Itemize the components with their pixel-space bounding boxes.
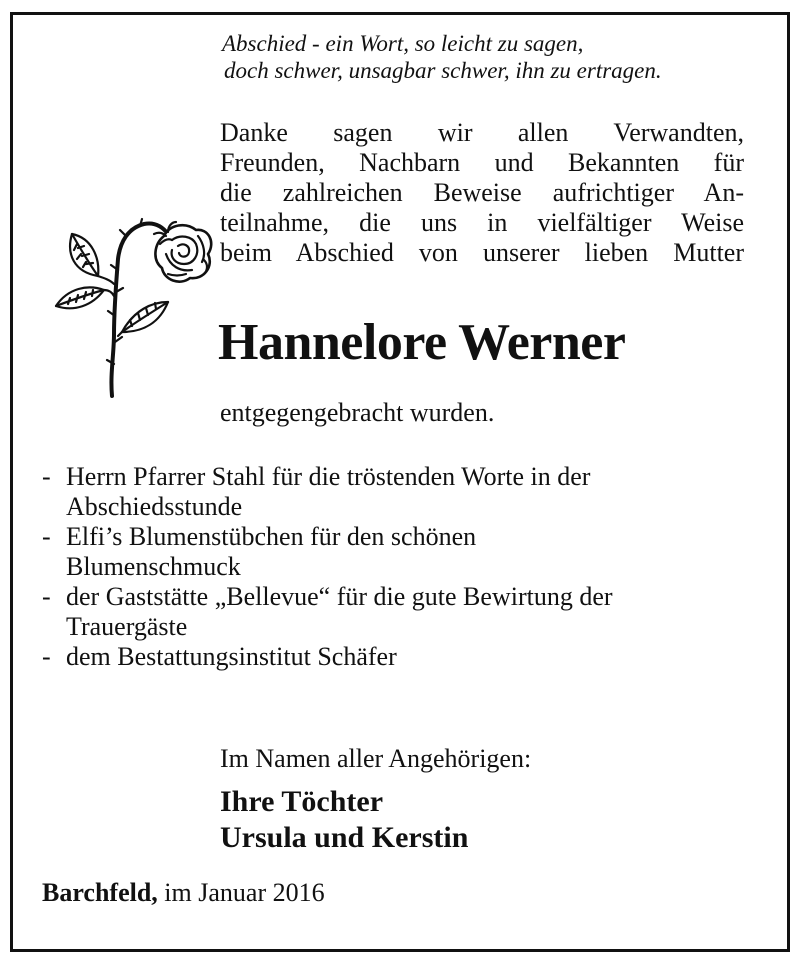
thanks-line-1: Danke sagen wir allen Verwandten, (220, 118, 744, 147)
acknowledgement-list (42, 462, 762, 672)
list-item (42, 462, 762, 522)
list-item (42, 582, 762, 642)
list-item-line: Elfi’s Blumenstübchen für den schönen (66, 522, 477, 551)
list-item-line: Trauergäste (66, 612, 188, 641)
thanks-line-3: die zahlreichen Beweise aufrichtiger An- (220, 178, 744, 207)
thanks-paragraph (220, 118, 744, 268)
signers-line-1: Ihre Töchter (220, 785, 384, 818)
deceased-name: Hannelore Werner (218, 314, 626, 371)
list-dash: - (42, 582, 51, 611)
motto-line-1: Abschied - ein Wort, so leicht zu sagen, (222, 31, 584, 56)
list-item-line: dem Bestattungsinstitut Schäfer (66, 642, 397, 671)
list-item (42, 522, 762, 582)
list-dash: - (42, 462, 51, 491)
place: Barchfeld, (42, 878, 158, 907)
place-and-date (42, 878, 325, 908)
list-dash: - (42, 522, 51, 551)
family-intro: Im Namen aller Angehörigen: (220, 744, 532, 773)
list-item-line: der Gaststätte „Bellevue“ für die gute Bewirtung der (66, 582, 613, 611)
rose-icon (48, 214, 218, 404)
list-item-line: Abschiedsstunde (66, 492, 243, 521)
list-item (42, 642, 762, 672)
thanks-line-5: beim Abschied von unserer lieben Mutter (220, 238, 744, 267)
thanks-line-2: Freunden, Nachbarn und Bekannten für (220, 148, 744, 177)
list-item-line: Herrn Pfarrer Stahl für die tröstenden Worte in der (66, 462, 591, 491)
thanks-line-4: teilnahme, die uns in vielfältiger Weise (220, 208, 744, 237)
signers (220, 784, 468, 856)
signers-line-2: Ursula und Kerstin (220, 821, 469, 854)
date: im Januar 2016 (164, 878, 325, 907)
list-item-line: Blumenschmuck (66, 552, 241, 581)
motto (222, 30, 742, 84)
after-name-text: entgegengebracht wurden. (220, 398, 495, 427)
motto-line-2: doch schwer, unsagbar schwer, ihn zu ertragen. (224, 58, 662, 83)
list-dash: - (42, 642, 51, 671)
